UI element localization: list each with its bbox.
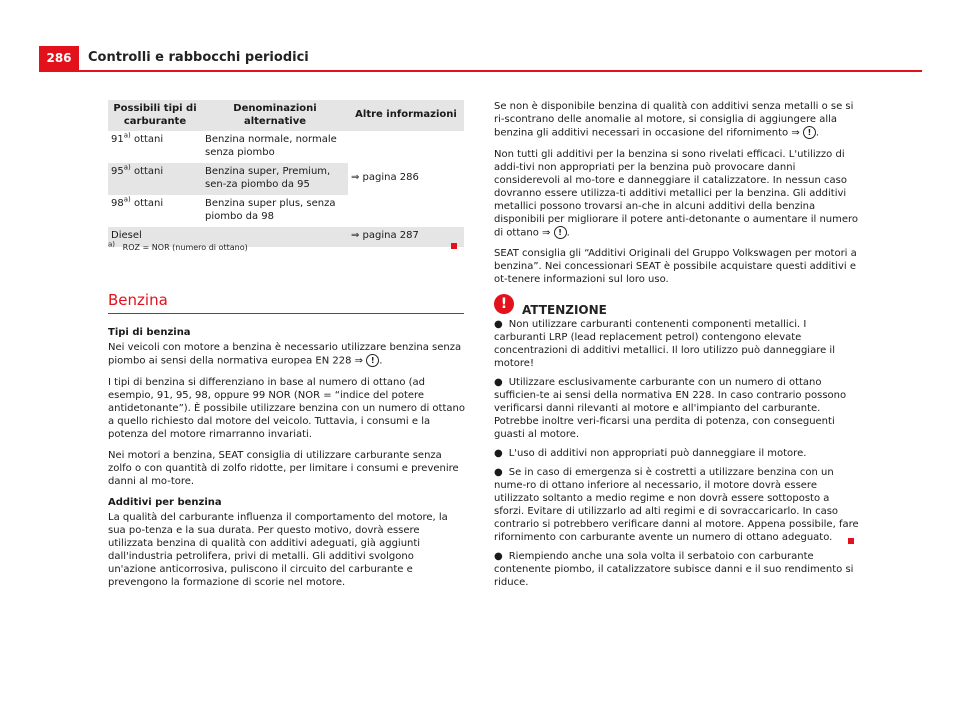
paragraph: Se non è disponibile benzina di qualità con additivi senza metalli o se si ri-scontrano delle anomalie al motore, si consiglia di aggiungere alla benzina gli additivi necessari in occasione del rifornimento ⇒ ! . xyxy=(494,101,854,139)
info-cell: ⇒ pagina 287 xyxy=(348,227,464,247)
fuel-table xyxy=(108,100,464,247)
fuel-cell: 95$^{a)}$ ottani xyxy=(108,163,202,195)
list-item: ● Se in caso di emergenza si è costretti a utilizzare benzina con un nume-ro di ottano inferiore al necessario, il motore dovrà essere utilizzato soltanto a medio regime e non dovrà essere sottoposto a sforzi. Evitare di utilizzarlo ad alti regimi e di sovraccaricarlo. In caso contrario si potrebbero verificare danni al motore. Appena possibile, fare rifornimento con carburante avente un numero di ottano adeguato. xyxy=(494,467,859,543)
warning-ref-icon: ! xyxy=(803,126,816,139)
header-divider xyxy=(39,70,922,72)
paragraph: Nei motori a benzina, SEAT consiglia di utilizzare carburante senza zolfo o con quantità di zolfo ridotte, per limitare i consumi e prevenire danni al mo-tore. xyxy=(108,449,459,487)
paragraph: I tipi di benzina si differenziano in base al numero di ottano (ad esempio, 91, 95, 98, oppure 99 NOR (NOR = “indice del potere antidetonante”). È possibile utilizzare benzina con un numero di ottano a quello richiesto dal motore del veicolo. Tuttavia, i consumi e la potenza del motore rimarranno invariati. xyxy=(108,376,465,440)
table-header-alt: Denominazioni alternative xyxy=(202,100,348,131)
page-number: 286 xyxy=(39,46,79,70)
paragraph: Nei veicoli con motore a benzina è necessario utilizzare benzina senza piombo ai sensi della normativa europea EN 228 ⇒ ! . xyxy=(108,342,462,367)
list-item: ● Non utilizzare carburanti contenenti componenti metallici. I carburanti LRP (lead replacement petrol) contengono elevate concentrazioni di additivi metallici. Il loro utilizzo può danneggiare il motore! xyxy=(494,319,835,369)
table-header-fuel: Possibili tipi di carburante xyxy=(108,100,202,131)
end-marker-icon xyxy=(848,538,854,544)
list-item: ● L'uso di additivi non appropriati può danneggiare il motore. xyxy=(494,448,807,459)
attention-icon: ! xyxy=(494,294,514,314)
page-header-title: Controlli e rabbocchi periodici xyxy=(88,50,309,65)
section-title: Benzina xyxy=(108,291,168,309)
paragraph: La qualità del carburante influenza il comportamento del motore, la sua po-tenza e la sua durata. Per questo motivo, dovrà essere utilizzata benzina di qualità con additivi adeguati, già aggiunti dall'industria petrolifera, privi di metalli. Gli additivi svolgono un'azione anticorrosiva, puliscono il circuito del carburante e prevengono la formazione di scorie nel motore. xyxy=(108,511,448,588)
info-cell: ⇒ pagina 286 xyxy=(348,131,464,227)
table-header-info: Altre informazioni xyxy=(348,100,464,131)
alt-cell: Benzina super plus, senza piombo da 98 xyxy=(205,198,336,222)
fuel-cell: Diesel xyxy=(108,227,202,247)
paragraph: SEAT consiglia gli “Additivi Originali del Gruppo Volkswagen per motori a benzina”. Nei concessionari SEAT è possibile acquistare questi additivi e ot-tenere informazioni sul loro uso. xyxy=(494,248,857,285)
warning-ref-icon: ! xyxy=(554,226,567,239)
subheading: Additivi per benzina xyxy=(108,496,222,508)
subheading: Tipi di benzina xyxy=(108,327,191,338)
left-column xyxy=(108,326,465,597)
section-divider xyxy=(108,313,464,314)
right-column xyxy=(494,100,859,294)
fuel-cell: 91$^{a)}$ ottani xyxy=(111,131,164,145)
list-item: ● Utilizzare esclusivamente carburante con un numero di ottano sufficien-te ai sensi della normativa EN 228. In caso contrario possono verificarsi danni rilevanti al motore e all'impianto del carburante. Potrebbe inoltre veri-ficarsi una perdita di potenza, con conseguenti guasti al motore. xyxy=(494,377,847,440)
attention-label: ATTENZIONE xyxy=(522,303,607,317)
table-footnote: $^{a)}$ ROZ = NOR (numero di ottano) xyxy=(108,240,248,252)
paragraph: Non tutti gli additivi per la benzina si sono rivelati efficaci. L'utilizzo di addi-tivi non appropriati per la benzina può provocare danni considerevoli al mo-tore e danneggiare il catalizzatore. In nessun caso dovranno essere utilizza-ti additivi metallici per la benzina. Gli additivi metallici possono trovarsi an-che in alcuni additivi della benzina disponibili per migliorare il potere anti-detonante o aumentare il numero di ottano ⇒ ! . xyxy=(494,148,859,238)
attention-list xyxy=(494,318,859,595)
alt-cell: Benzina super, Premium, sen-za piombo da 95 xyxy=(202,163,348,195)
list-item: ● Riempiendo anche una sola volta il serbatoio con carburante contenente piombo, il catalizzatore subisce danni e il suo rendimento si riduce. xyxy=(494,551,854,588)
end-marker-icon xyxy=(451,243,457,249)
fuel-cell: 98$^{a)}$ ottani xyxy=(111,195,164,209)
attention-heading xyxy=(494,294,607,317)
alt-cell: Benzina normale, normale senza piombo xyxy=(205,134,337,158)
table-row xyxy=(108,131,464,163)
warning-ref-icon: ! xyxy=(366,354,379,367)
